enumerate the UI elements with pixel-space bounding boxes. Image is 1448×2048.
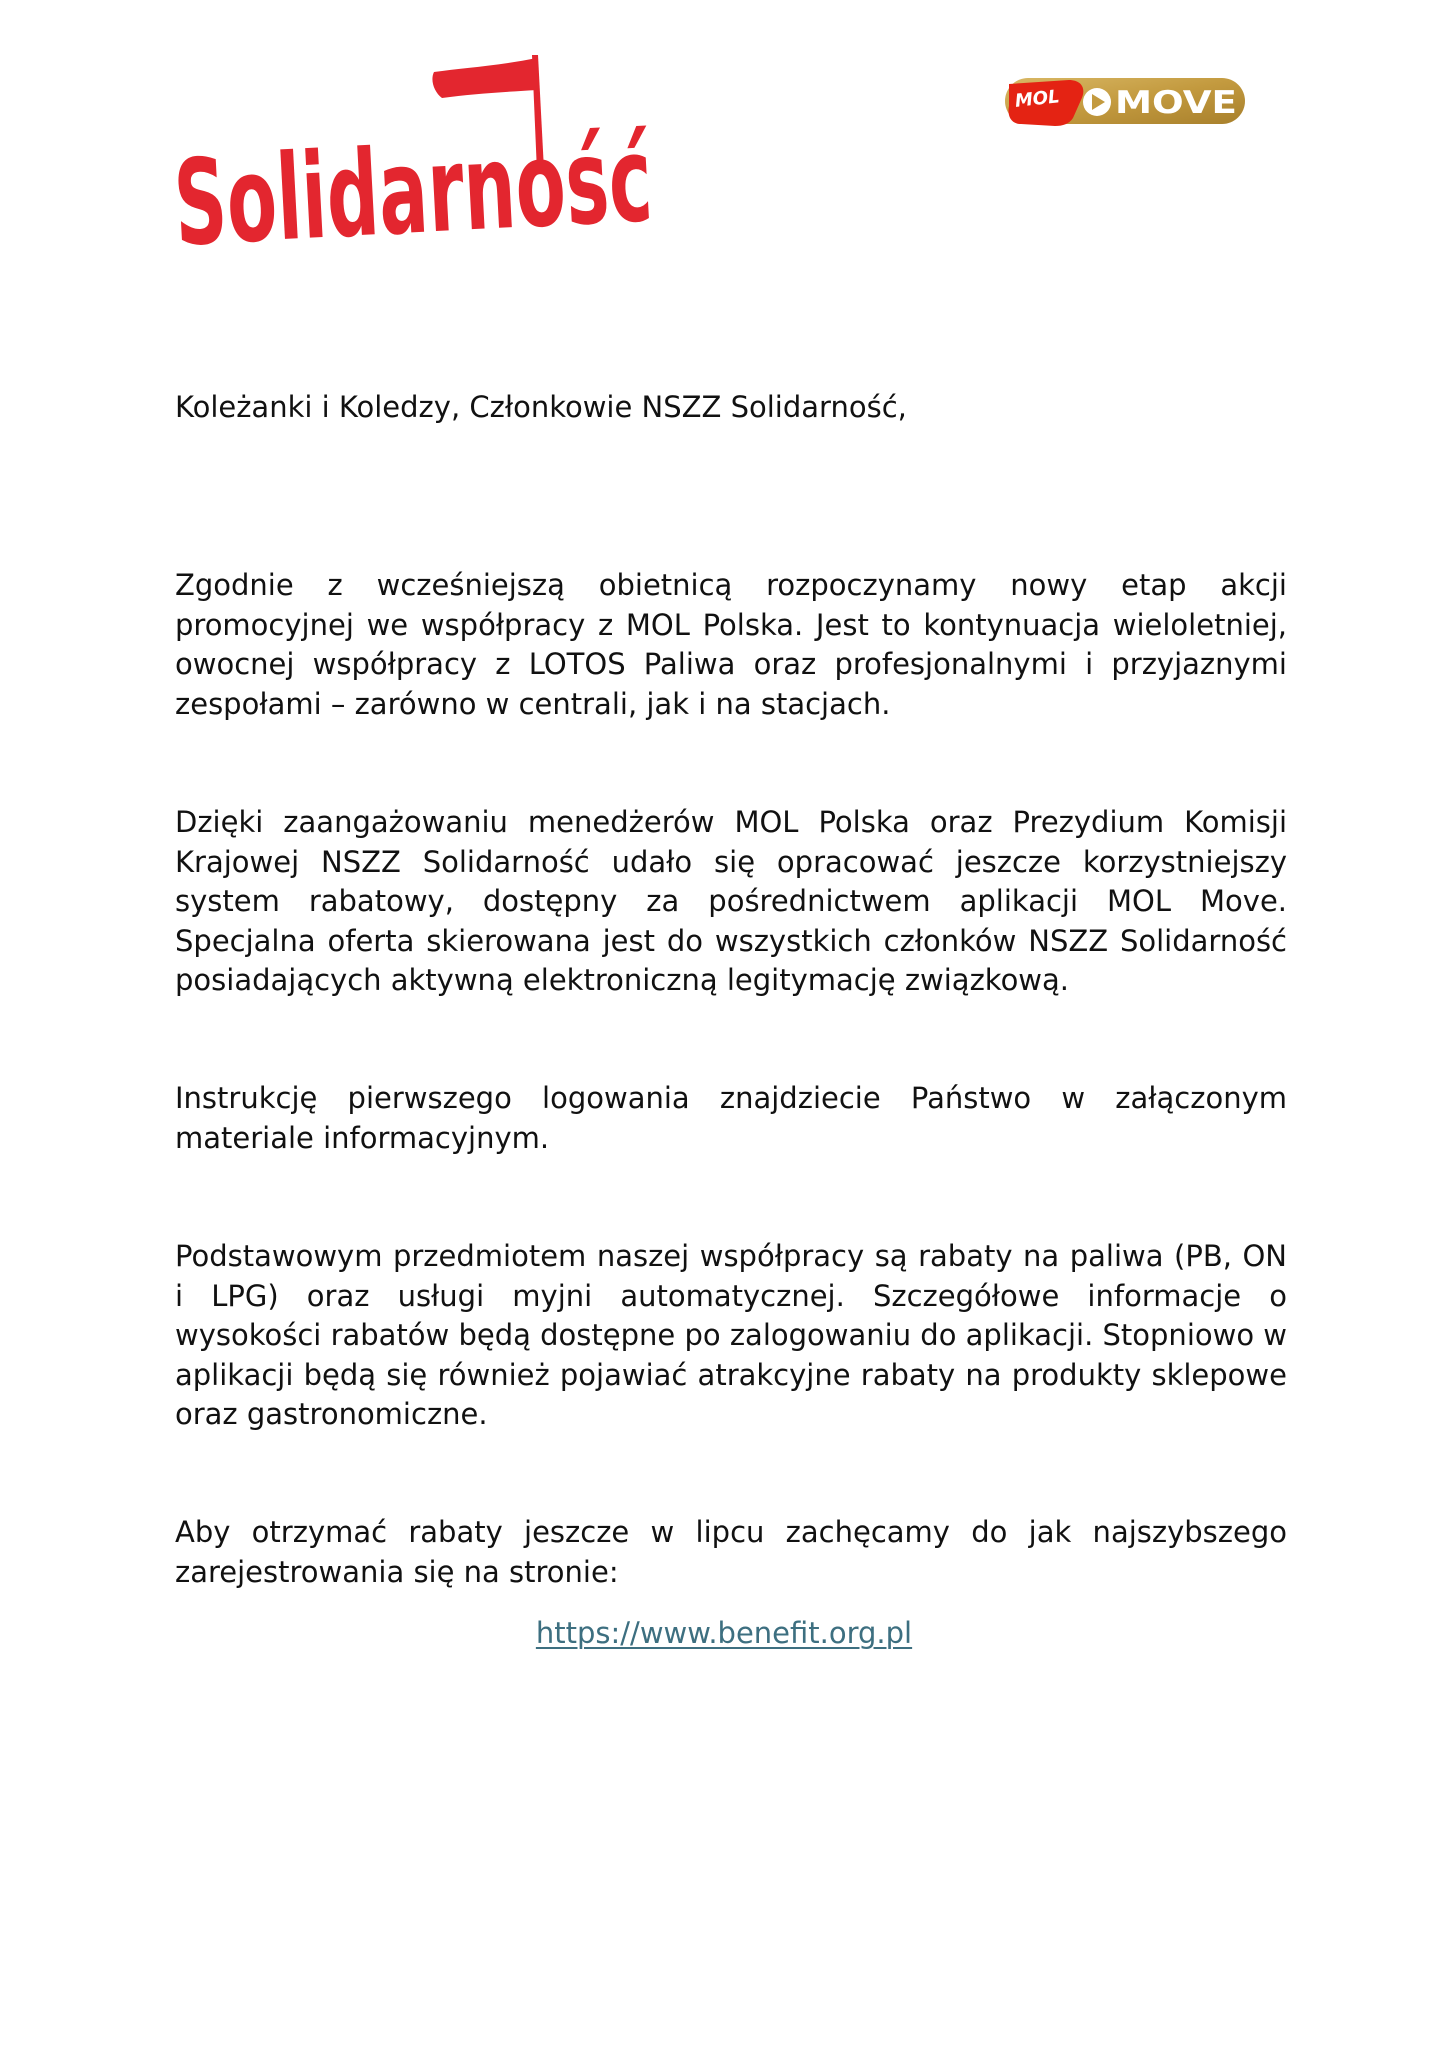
paragraph-intro: Zgodnie z wcześniejszą obietnicą rozpoczynamy nowy etap akcji promocyjnej we współpracy z MOL Polska. Jest to kontynuacja wieloletniej, owocnej współpracy z LOTOS Paliwa oraz profesjonalnymi i przyjaznymi zespołami – zarówno w centrali, jak i na stacjach.	[175, 568, 1287, 721]
paragraph-discount-details: Podstawowym przedmiotem naszej współpracy są rabaty na paliwa (PB, ON i LPG) oraz usługi myjni automatycznej. Szczegółowe informacje o wysokości rabatów będą dostępne po zalogowaniu do aplikacji. Stopniowo w aplikacji będą się również pojawiać atrakcyjne rabaty na produkty sklepowe oraz gastronomiczne.	[175, 1239, 1288, 1431]
mol-move-logo	[1003, 76, 1248, 128]
salutation: Koleżanki i Koledzy, Członkowie NSZZ Solidarność,	[175, 390, 907, 424]
solidarnosc-logo	[170, 50, 952, 273]
benefit-website-link[interactable]: https://www.benefit.org.pl	[535, 1616, 913, 1650]
move-logo-text: MOVE	[1115, 85, 1237, 121]
paragraph-discount-system: Dzięki zaangażowaniu menedżerów MOL Polska oraz Prezydium Komisji Krajowej NSZZ Solidarność udało się opracować jeszcze korzystniejszy system rabatowy, dostępny za pośrednictwem aplikacji MOL Move. Specjalna oferta skierowana jest do wszystkich członków NSZZ Solidarność posiadających aktywną elektroniczną legitymację związkową.	[175, 805, 1287, 997]
link-container	[0, 1613, 1448, 1653]
mol-logo-text: MOL	[1013, 86, 1061, 112]
paragraph-registration: Aby otrzymać rabaty jeszcze w lipcu zachęcamy do jak najszybszego zarejestrowania się na stronie:	[175, 1515, 1287, 1589]
solidarnosc-logo-text: Solidarność	[170, 94, 952, 273]
paragraph-login-instructions: Instrukcję pierwszego logowania znajdziecie Państwo w załączonym materiale informacyjnym.	[175, 1081, 1287, 1155]
